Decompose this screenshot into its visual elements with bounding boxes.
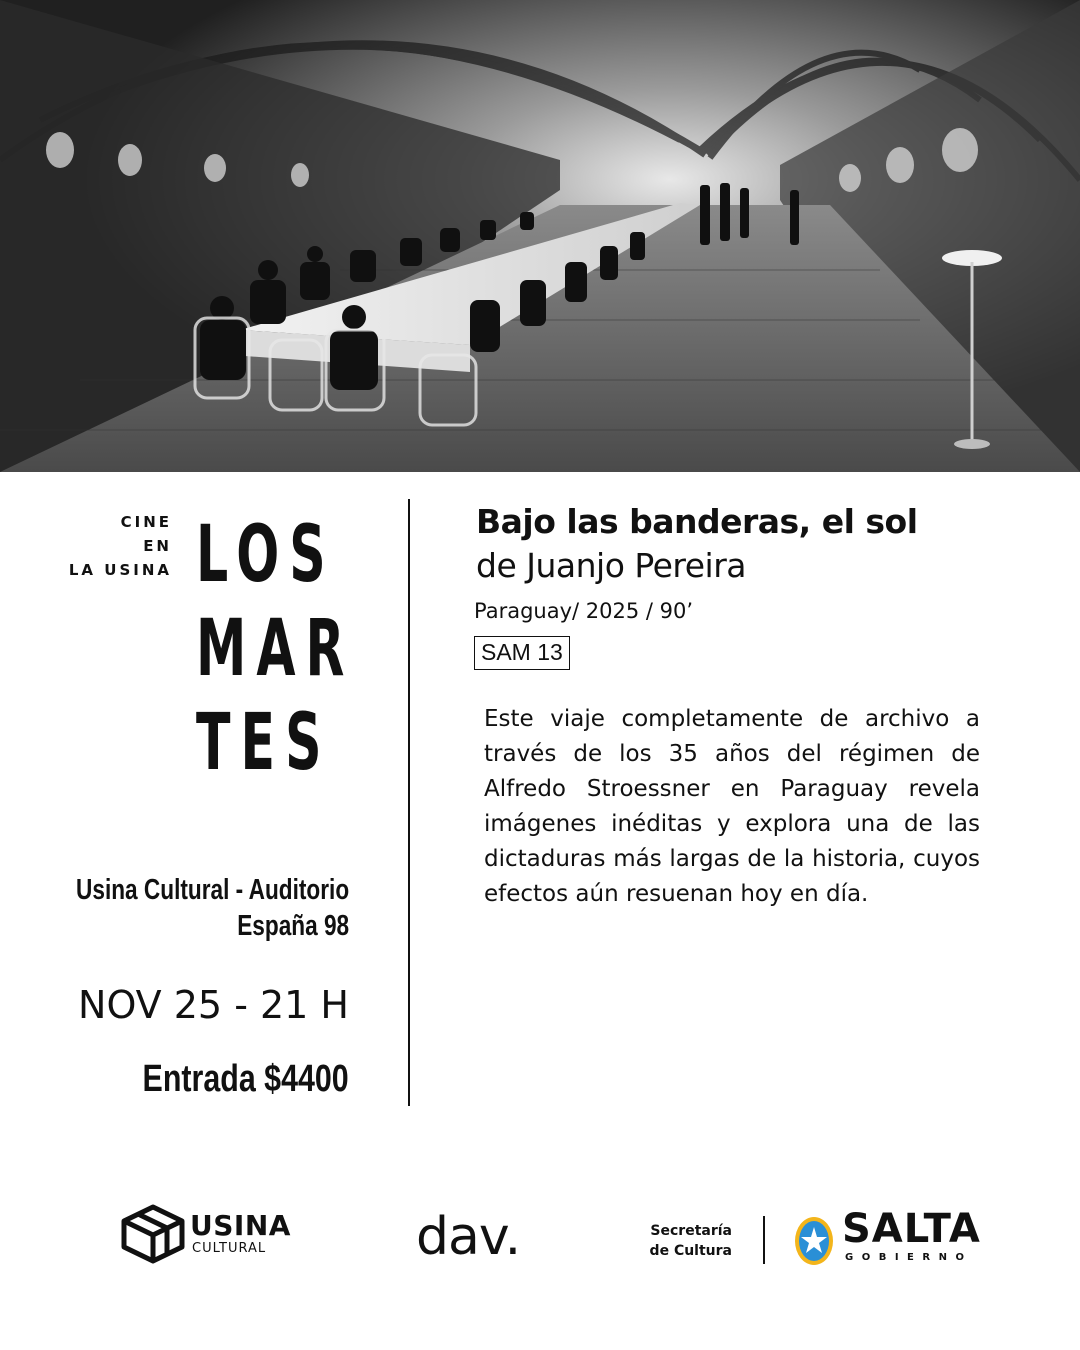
salta-wordmark: SALTA [842, 1206, 981, 1252]
film-synopsis: Este viaje completamente de archivo a través de los 35 años del régimen de Alfredo Stroessner en Paraguay revela imágenes inéditas y explora una de las dictaduras más largas de la historia, cuyos efectos aún resuenan hoy en día. [484, 706, 980, 907]
film-meta: Paraguay/ 2025 / 90’ [474, 599, 694, 623]
ticket-price: Entrada $4400 [142, 1058, 349, 1100]
series-title-line: MAR [196, 604, 355, 694]
series-subtitle-line: EN [143, 537, 172, 555]
event-datetime: NOV 25 - 21 H [78, 983, 349, 1027]
venue-street: España 98 [237, 910, 349, 942]
series-title-line: LOS [196, 510, 336, 600]
salta-subtitle: GOBIERNO [845, 1252, 973, 1263]
venue-address [76, 872, 349, 944]
usina-wordmark: USINA [190, 1209, 291, 1242]
usina-cultural-logo [120, 1203, 295, 1265]
logo-separator [763, 1216, 765, 1264]
venue-name: Usina Cultural - Auditorio [75, 874, 349, 906]
series-title-line: TES [196, 698, 332, 788]
hero-photo [0, 0, 1080, 472]
series-subtitle [60, 510, 172, 582]
secretaria-line: Secretaría [650, 1223, 732, 1239]
series-subtitle-line: LA USINA [68, 561, 172, 579]
age-rating-badge: SAM 13 [474, 636, 570, 670]
secretaria-cultura-label [640, 1221, 732, 1261]
series-title [196, 508, 355, 790]
salta-emblem-icon [794, 1216, 834, 1266]
series-subtitle-line: CINE [120, 513, 172, 531]
column-divider [408, 499, 410, 1106]
usina-cube-icon [120, 1203, 186, 1265]
dav-logo: dav. [416, 1207, 521, 1267]
secretaria-line: de Cultura [649, 1243, 732, 1259]
film-director: de Juanjo Pereira [476, 546, 747, 585]
film-title: Bajo las banderas, el sol [476, 502, 918, 541]
usina-subtitle: CULTURAL [192, 1241, 267, 1256]
